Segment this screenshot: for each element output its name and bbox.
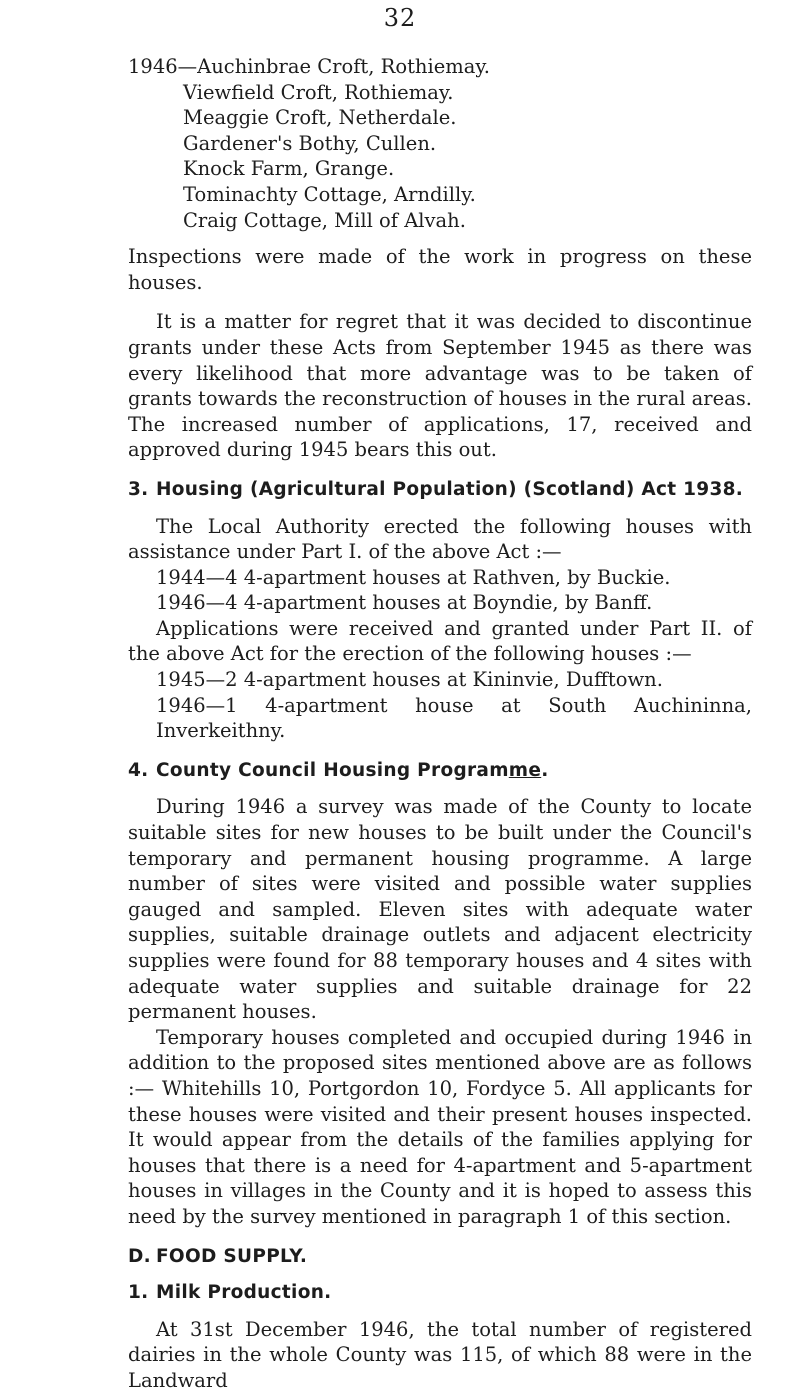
section-1-title: Milk Production. xyxy=(156,1282,332,1304)
houses-1945-part2-line: 1945—2 4-apartment houses at Kininvie, Dufftown. xyxy=(156,668,663,692)
section-4-survey-paragraph: During 1946 a survey was made of the County to locate suitable sites for new houses to be built under the Council's temporary and permanent housing programme. A large number of sites were visited and possible water supplies gauged and sampled. Eleven sites with adequate water supplies, suitable drainage outlets and adjacent electricity supplies were found for 88 temporary houses and 4 sites with adequate water supplies and suitable drainage for 22 permanent houses. xyxy=(128,795,752,1024)
house-list-1946 xyxy=(128,54,752,233)
section-4-title-end: . xyxy=(541,759,549,781)
houses-1946-part2-line: 1946—1 4-apartment house at South Auchininna, Inverkeithny. xyxy=(156,693,752,743)
list-item: Knock Farm, Grange. xyxy=(183,157,395,181)
section-3-number: 3. xyxy=(128,478,149,500)
section-3-heading xyxy=(128,477,752,503)
list-item: Craig Cottage, Mill of Alvah. xyxy=(183,208,466,232)
section-3-applications: Applications were received and granted under Part II. of the above Act for the erection of the following houses :— xyxy=(128,616,752,666)
list-item: Tominachty Cottage, Arndilly. xyxy=(183,182,476,206)
houses-1944-line: 1944—4 4-apartment houses at Rathven, by Buckie. xyxy=(156,565,671,589)
houses-1946-line: 1946—4 4-apartment houses at Boyndie, by Banff. xyxy=(156,591,653,615)
section-3-title: Housing (Agricultural Population) (Scotland) Act 1938. xyxy=(156,478,744,500)
section-4-title: County Council Housing Program xyxy=(156,759,509,781)
page-number: 32 xyxy=(383,4,417,32)
section-d-title: FOOD SUPPLY. xyxy=(156,1245,308,1267)
section-d-letter: D. xyxy=(128,1245,151,1267)
section-4-number: 4. xyxy=(128,759,149,781)
inspections-paragraph: Inspections were made of the work in progress on these houses. xyxy=(128,245,752,294)
section-1-heading xyxy=(128,1280,752,1306)
section-d-heading xyxy=(128,1244,752,1270)
section-1-number: 1. xyxy=(128,1282,149,1304)
list-item: Meaggie Croft, Netherdale. xyxy=(183,106,457,130)
list-first-line: 1946—Auchinbrae Croft, Rothiemay. xyxy=(128,55,490,78)
list-item: Viewfield Croft, Rothiemay. xyxy=(183,80,454,104)
list-item: Gardener's Bothy, Cullen. xyxy=(183,131,437,155)
section-4-temporary-houses-paragraph: Temporary houses completed and occupied during 1946 in addition to the proposed sites mentioned above are as follows :— Whitehills 10, Portgordon 10, Fordyce 5. All applicants for these houses were visited and their present houses inspected. It would appear from the details of the families applying for houses that there is a need for 4-apartment and 5-apartment houses in villages in the County and it is hoped to assess this need by the survey mentioned in paragraph 1 of this section. xyxy=(128,1025,752,1228)
section-4-heading xyxy=(128,758,752,784)
section-3-intro: The Local Authority erected the following houses with assistance under Part I. of the above Act :— xyxy=(128,514,752,564)
milk-production-paragraph: At 31st December 1946, the total number of registered dairies in the whole County was 115, of which 88 were in the Landward xyxy=(128,1317,752,1392)
page-content xyxy=(128,54,752,1394)
grants-regret-paragraph: It is a matter for regret that it was decided to discontinue grants under these Acts from September 1945 as there was every likelihood that more advantage was to be taken of grants towards the reconstruction of houses in the rural areas. The increased number of applications, 17, received and approved during 1945 bears this out. xyxy=(128,310,752,462)
section-4-title-underlined: me xyxy=(508,759,542,781)
